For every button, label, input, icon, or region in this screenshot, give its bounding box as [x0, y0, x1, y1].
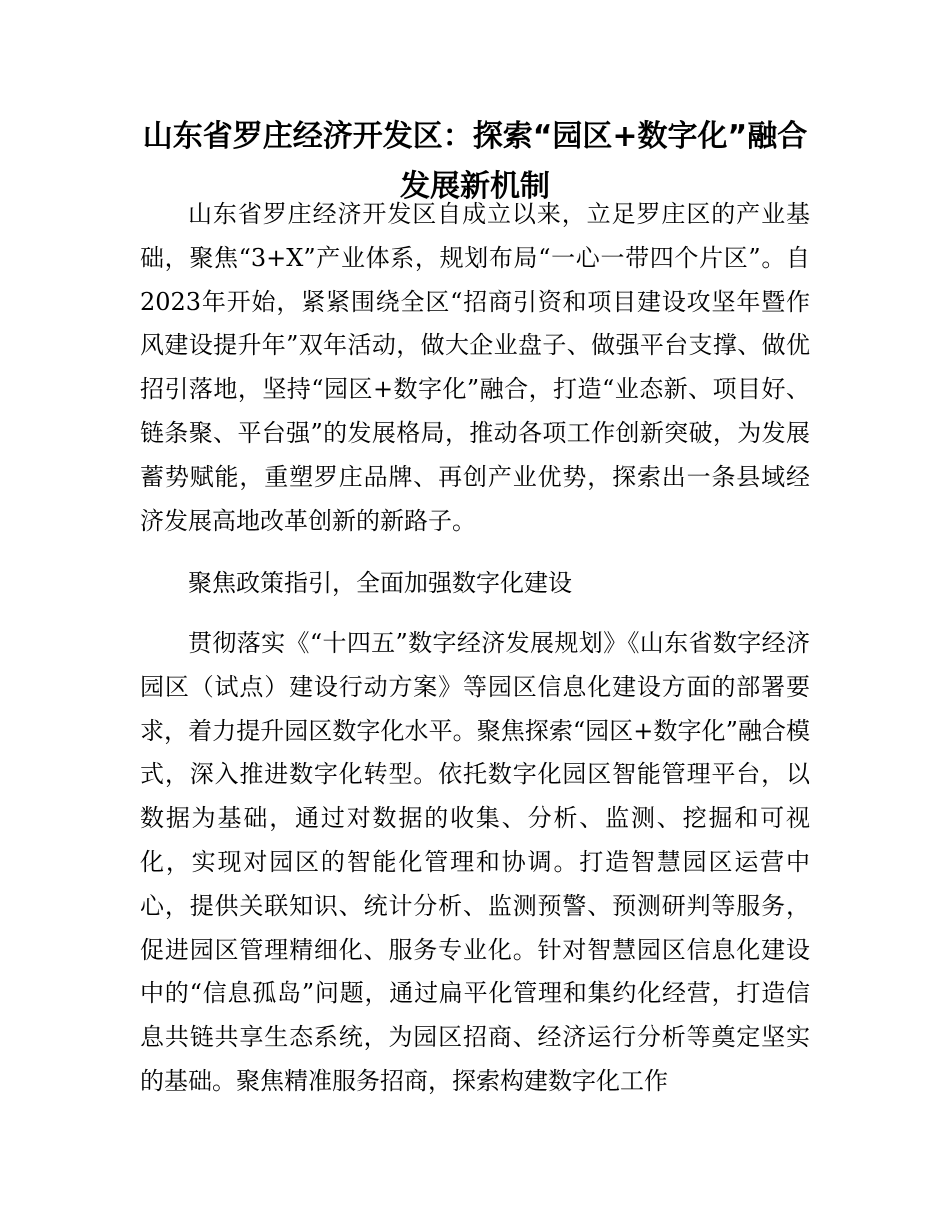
section-paragraph: 贯彻落实《“十四五”数字经济发展规划》《山东省数字经济园区（试点）建设行动方案》等园区信息化建设方面的部署要求，着力提升园区数字化水平。聚焦探索“园区+数字化”融合模式，深入推进数字化转型。依托数字化园区智能管理平台，以数据为基础，通过对数据的收集、分析、监测、挖掘和可视化，实现对园区的智能化管理和协调。打造智慧园区运营中心，提供关联知识、统计分析、监测预警、预测研判等服务，促进园区管理精细化、服务专业化。针对智慧园区信息化建设中的“信息孤岛”问题，通过扁平化管理和集约化经营，打造信息共链共享生态系统，为园区招商、经济运行分析等奠定坚实的基础。聚焦精准服务招商，探索构建数字化工作 — [140, 629, 810, 1095]
section-heading: 聚焦政策指引，全面加强数字化建设 — [188, 569, 572, 597]
intro-paragraph: 山东省罗庄经济开发区自成立以来，立足罗庄区的产业基础，聚焦“3+X”产业体系，规划布局“一心一带四个片区”。自2023年开始，紧紧围绕全区“招商引资和项目建设攻坚年暨作风建设提升年”双年活动，做大企业盘子、做强平台支撑、做优招引落地，坚持“园区+数字化”融合，打造“业态新、项目好、链条聚、平台强”的发展格局，推动各项工作创新突破，为发展蓄势赋能，重塑罗庄品牌、再创产业优势，探索出一条县域经济发展高地改革创新的新路子。 — [140, 200, 810, 535]
document-title: 山东省罗庄经济开发区：探索“园区+数字化”融合发展新机制 — [142, 119, 808, 204]
